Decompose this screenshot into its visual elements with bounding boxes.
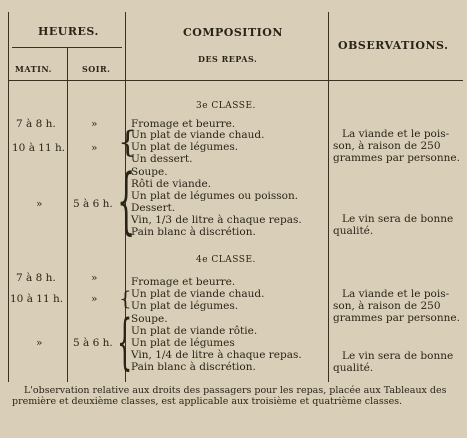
- header-composition: COMPOSITION: [183, 26, 283, 39]
- class4-r2-soir: »: [91, 293, 98, 305]
- header-rule: [8, 80, 463, 81]
- class4-title: 4e CLASSE.: [196, 255, 256, 265]
- class3-r3-soir: 5 à 6 h.: [73, 198, 113, 210]
- class4-r2-matin: 10 à 11 h.: [10, 293, 64, 305]
- brace: {: [118, 125, 138, 160]
- class3-r3-item: Un plat de légumes ou poisson.: [131, 190, 299, 202]
- class4-r1-soir: »: [91, 272, 98, 284]
- header-des-repas: DES REPAS.: [198, 54, 258, 64]
- column-rule: [8, 12, 9, 382]
- class4-r3-item: Soupe.: [131, 313, 168, 325]
- brace: {: [119, 286, 132, 310]
- class4-r3-item: Pain blanc à discrétion.: [131, 361, 256, 373]
- class4-r2-item: Un plat de légumes.: [131, 300, 239, 312]
- class3-r2-obs: La viande et le pois-: [342, 128, 450, 140]
- class3-r1-item: Fromage et beurre.: [131, 118, 236, 130]
- class3-r3-obs: Le vin sera de bonne: [342, 213, 454, 225]
- header-rule: [12, 47, 122, 48]
- class4-r2-item: Un plat de viande chaud.: [131, 288, 265, 300]
- brace: {: [117, 158, 136, 242]
- class3-r3-item: Pain blanc à discrétion.: [131, 226, 256, 238]
- class4-r2-obs: son, à raison de 250: [333, 300, 441, 312]
- brace: {: [117, 307, 133, 377]
- class4-r3-obs: qualité.: [333, 362, 374, 374]
- class3-r3-item: Dessert.: [131, 202, 176, 214]
- class3-r2-item: Un dessert.: [131, 153, 193, 165]
- class3-title: 3e CLASSE.: [196, 101, 256, 111]
- class3-r2-obs: son, à raison de 250: [333, 140, 441, 152]
- class3-r3-item: Soupe.: [131, 166, 168, 178]
- class3-r2-matin: 10 à 11 h.: [12, 142, 66, 154]
- class3-r3-item: Vin, 1/3 de litre à chaque repas.: [131, 214, 302, 226]
- class4-r3-matin: »: [36, 337, 43, 349]
- class3-r3-item: Rôti de viande.: [131, 178, 212, 190]
- class4-r3-item: Un plat de légumes: [131, 337, 235, 349]
- header-soir: SOIR.: [82, 64, 111, 74]
- header-matin: MATIN.: [15, 64, 52, 74]
- class4-r2-obs: La viande et le pois-: [342, 288, 450, 300]
- class4-r3-item: Vin, 1/4 de litre à chaque repas.: [131, 349, 302, 361]
- class3-r2-item: Un plat de viande chaud.: [131, 129, 265, 141]
- class4-r3-soir: 5 à 6 h.: [73, 337, 113, 349]
- footnote: L'observation relative aux droits des passagers pour les repas, placée aux Tableaux des première et deuxième classes, est applicable aux troisième et quatrième classes.: [12, 385, 447, 407]
- class3-r1-matin: 7 à 8 h.: [16, 118, 56, 130]
- class3-r2-soir: »: [91, 142, 98, 154]
- class3-r3-matin: »: [36, 198, 43, 210]
- class4-r1-matin: 7 à 8 h.: [16, 272, 56, 284]
- class4-r2-obs: grammes par personne.: [333, 312, 460, 324]
- class3-r1-soir: »: [91, 118, 98, 130]
- class3-r2-obs: grammes par personne.: [333, 152, 460, 164]
- class3-r2-item: Un plat de légumes.: [131, 141, 239, 153]
- header-observations: OBSERVATIONS.: [338, 39, 449, 52]
- header-heures: HEURES.: [38, 25, 99, 38]
- class4-r3-obs: Le vin sera de bonne: [342, 350, 454, 362]
- class4-r3-item: Un plat de viande rôtie.: [131, 325, 258, 337]
- class4-r1-item: Fromage et beurre.: [131, 276, 236, 288]
- column-rule: [328, 12, 329, 382]
- class3-r3-obs: qualité.: [333, 225, 374, 237]
- column-rule: [67, 48, 68, 382]
